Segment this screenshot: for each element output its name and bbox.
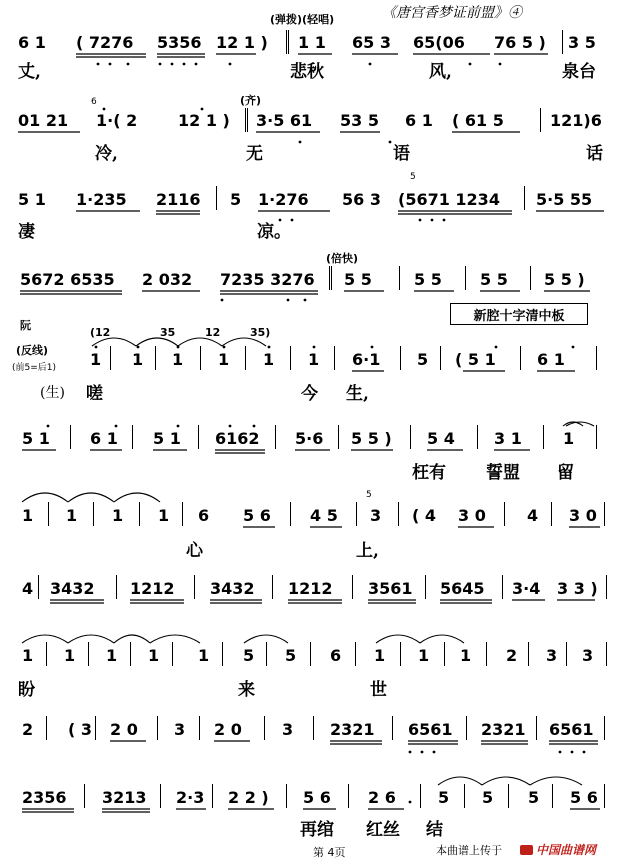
performance-mark: (倍快) bbox=[326, 252, 359, 265]
notation-group: 5672 6535 bbox=[20, 270, 115, 289]
notation-group: 5 bbox=[482, 788, 494, 807]
notation-group: 7235 3276 bbox=[220, 270, 315, 289]
notation-group: 5 bbox=[438, 788, 450, 807]
notation-group: 6 bbox=[198, 506, 210, 525]
lyric-text: 泉台 bbox=[562, 62, 596, 82]
notation-group: 5 5 ) bbox=[544, 270, 585, 289]
rhythm-underlines bbox=[18, 54, 604, 812]
notation-group: 1 bbox=[22, 646, 34, 665]
notation-group: 6 1 bbox=[90, 429, 118, 448]
notation-group: 1 bbox=[112, 506, 124, 525]
notation-group: 1·( 2 bbox=[96, 111, 138, 130]
lyric-text: 誓盟 bbox=[486, 463, 520, 483]
notation-group: 1 1 bbox=[298, 33, 326, 52]
notation-group: 01 21 bbox=[18, 111, 69, 130]
notation-group: 6 1 bbox=[537, 350, 565, 369]
lyric-text: 心 bbox=[186, 541, 203, 561]
notation-group: 3·4 bbox=[512, 579, 541, 598]
notation-group: 2 0 bbox=[214, 720, 242, 739]
prelude-mark: 35) bbox=[250, 326, 271, 339]
notation-group: 3 3 ) bbox=[557, 579, 598, 598]
notation-group: ( 4 bbox=[412, 506, 437, 525]
notation-group: 3 bbox=[546, 646, 558, 665]
lyric-text: 话 bbox=[586, 144, 603, 164]
notation-group: 1 bbox=[66, 506, 78, 525]
notation-group: 5 4 bbox=[427, 429, 455, 448]
grace-note-mark: 6 bbox=[91, 97, 97, 107]
lyric-text: 风, bbox=[429, 62, 452, 82]
notation-group: 3213 bbox=[102, 788, 147, 807]
notation-group: 1 bbox=[198, 646, 210, 665]
notation-group: 1 bbox=[460, 646, 472, 665]
grace-note-mark: 5 bbox=[410, 172, 416, 182]
notation-group: 5 bbox=[230, 190, 242, 209]
notation-group: 5 bbox=[285, 646, 297, 665]
notation-group: 3432 bbox=[210, 579, 255, 598]
lyric-text: 嗟 bbox=[86, 384, 103, 404]
notation-group: 6561 bbox=[408, 720, 453, 739]
lyric-text: 来 bbox=[238, 680, 255, 700]
notation-group: 3 bbox=[174, 720, 186, 739]
notation-group: 4 5 bbox=[310, 506, 338, 525]
lyric-text: 红丝 bbox=[366, 820, 400, 840]
notation-group: 5645 bbox=[440, 579, 485, 598]
notation-group: 56 3 bbox=[342, 190, 381, 209]
notation-group: 5 6 bbox=[570, 788, 598, 807]
notation-group: 3 bbox=[282, 720, 294, 739]
site-logo-icon bbox=[520, 845, 533, 855]
notation-group: 2 2 ) bbox=[228, 788, 269, 807]
notation-group: 53 5 bbox=[340, 111, 379, 130]
score-title: 《唐宫香梦证前盟》④ bbox=[382, 5, 522, 21]
notation-group: 1 bbox=[158, 506, 170, 525]
notation-group: 2 032 bbox=[142, 270, 193, 289]
notation-group: 5 5 ) bbox=[351, 429, 392, 448]
notation-group: 76 5 ) bbox=[494, 33, 546, 52]
notation-group: 6 1 bbox=[405, 111, 433, 130]
notation-group: 2 bbox=[506, 646, 518, 665]
section-label: 新腔十字清中板 bbox=[450, 303, 588, 325]
notation-group: 2116 bbox=[156, 190, 201, 209]
prelude-mark: 35 bbox=[160, 326, 176, 339]
performance-mark: (弹拨)(轻唱) bbox=[270, 13, 335, 26]
notation-group: 1212 bbox=[288, 579, 333, 598]
lyric-text: 冷, bbox=[95, 144, 118, 164]
notation-group: 5356 bbox=[157, 33, 202, 52]
lyric-text: 枉有 bbox=[412, 463, 446, 483]
notation-group: 1 bbox=[148, 646, 160, 665]
page-number: 第 4页 bbox=[313, 846, 346, 859]
lyric-text: 无 bbox=[246, 144, 263, 164]
notation-group: 1 bbox=[132, 350, 144, 369]
notation-group: 2356 bbox=[22, 788, 67, 807]
notation-group: ( 5 1 bbox=[455, 350, 496, 369]
performance-mark: (齐) bbox=[240, 94, 262, 107]
key-mark: 阮 bbox=[20, 319, 31, 332]
notation-group: 1 bbox=[218, 350, 230, 369]
notation-group: 5·6 bbox=[295, 429, 324, 448]
notation-group: 1 bbox=[106, 646, 118, 665]
lyric-role: (生) bbox=[40, 385, 65, 401]
lyric-text: 语 bbox=[393, 144, 410, 164]
notation-group: 2 bbox=[22, 720, 34, 739]
grace-note-mark: 5 bbox=[366, 490, 372, 500]
notation-group: ( 3 bbox=[68, 720, 93, 739]
notation-group: 5 bbox=[243, 646, 255, 665]
notation-group: 5 6 bbox=[243, 506, 271, 525]
notation-group: 6 1 bbox=[18, 33, 46, 52]
notation-group: 1 bbox=[172, 350, 184, 369]
notation-group: 6561 bbox=[549, 720, 594, 739]
notation-group: 6162 bbox=[215, 429, 260, 448]
notation-group: 1212 bbox=[130, 579, 175, 598]
key-mark: (前5=后1) bbox=[12, 363, 57, 373]
notation-group: 1 bbox=[64, 646, 76, 665]
notation-group: 1 bbox=[90, 350, 102, 369]
notation-group: 3561 bbox=[368, 579, 413, 598]
lyric-text: 丈, bbox=[18, 62, 41, 82]
notation-group: 2321 bbox=[330, 720, 375, 739]
notation-group: 3 0 bbox=[569, 506, 597, 525]
notation-group: 3 bbox=[370, 506, 382, 525]
lyric-text: 留 bbox=[557, 463, 574, 483]
notation-group: (5671 1234 bbox=[398, 190, 500, 209]
slur-arcs bbox=[22, 338, 594, 785]
key-mark: (反线) bbox=[16, 344, 49, 357]
lyric-text: 上, bbox=[356, 541, 379, 561]
notation-group: 2 0 bbox=[110, 720, 138, 739]
notation-group: 4 bbox=[527, 506, 539, 525]
lyric-text: 盼 bbox=[18, 680, 35, 700]
notation-group: 1·276 bbox=[258, 190, 309, 209]
notation-group: 1 bbox=[374, 646, 386, 665]
lyric-text: 凉。 bbox=[257, 222, 291, 242]
notation-group: 1 bbox=[418, 646, 430, 665]
notation-group: 3432 bbox=[50, 579, 95, 598]
notation-group: 5 1 bbox=[153, 429, 181, 448]
notation-group: ( 7276 bbox=[76, 33, 134, 52]
notation-group: 2321 bbox=[481, 720, 526, 739]
notation-group: 5 bbox=[417, 350, 429, 369]
lyric-text: 凄 bbox=[18, 222, 35, 242]
notation-group: 2·3 bbox=[176, 788, 205, 807]
notation-group: 5 5 bbox=[414, 270, 442, 289]
notation-group: 5·5 55 bbox=[536, 190, 593, 209]
notation-group: 5 1 bbox=[18, 190, 46, 209]
notation-group: 12 1 ) bbox=[178, 111, 230, 130]
notation-group: 1 bbox=[22, 506, 34, 525]
notation-group: 1 bbox=[563, 429, 575, 448]
notation-group: 5 1 bbox=[22, 429, 50, 448]
notation-group: 3 bbox=[582, 646, 594, 665]
notation-group: 3 0 bbox=[458, 506, 486, 525]
notation-group: 65 3 bbox=[352, 33, 391, 52]
notation-group: 5 6 bbox=[303, 788, 331, 807]
site-brand: 中国曲谱网 bbox=[536, 843, 597, 857]
lyric-text: 悲秋 bbox=[290, 62, 324, 82]
notation-group: 1 bbox=[308, 350, 320, 369]
prelude-mark: (12 bbox=[90, 326, 111, 339]
lyric-text: 世 bbox=[370, 680, 387, 700]
notation-group: 4 bbox=[22, 579, 34, 598]
notation-group: ( 61 5 bbox=[452, 111, 504, 130]
lyric-text: 生, bbox=[346, 384, 369, 404]
notation-group: 12 1 ) bbox=[216, 33, 268, 52]
notation-group: 5 5 bbox=[480, 270, 508, 289]
notation-group: 3 5 bbox=[568, 33, 596, 52]
upload-note: 本曲谱上传于 bbox=[436, 844, 502, 857]
notation-group: 1·235 bbox=[76, 190, 127, 209]
notation-group: 1 bbox=[263, 350, 275, 369]
notation-group: 3·5 61 bbox=[256, 111, 313, 130]
lyric-text: 今 bbox=[301, 384, 318, 404]
notation-group: 121)6 bbox=[550, 111, 602, 130]
notation-group: 6·1 bbox=[352, 350, 381, 369]
notation-group: 6 bbox=[330, 646, 342, 665]
notation-group: 2 6 bbox=[368, 788, 396, 807]
notation-group: 3 1 bbox=[494, 429, 522, 448]
notation-group: 5 5 bbox=[344, 270, 372, 289]
lyric-text: 结 bbox=[426, 820, 443, 840]
prelude-mark: 12 bbox=[205, 326, 221, 339]
notation-group: 65(06 bbox=[413, 33, 465, 52]
lyric-text: 再绾 bbox=[300, 820, 334, 840]
notation-group: 5 bbox=[528, 788, 540, 807]
